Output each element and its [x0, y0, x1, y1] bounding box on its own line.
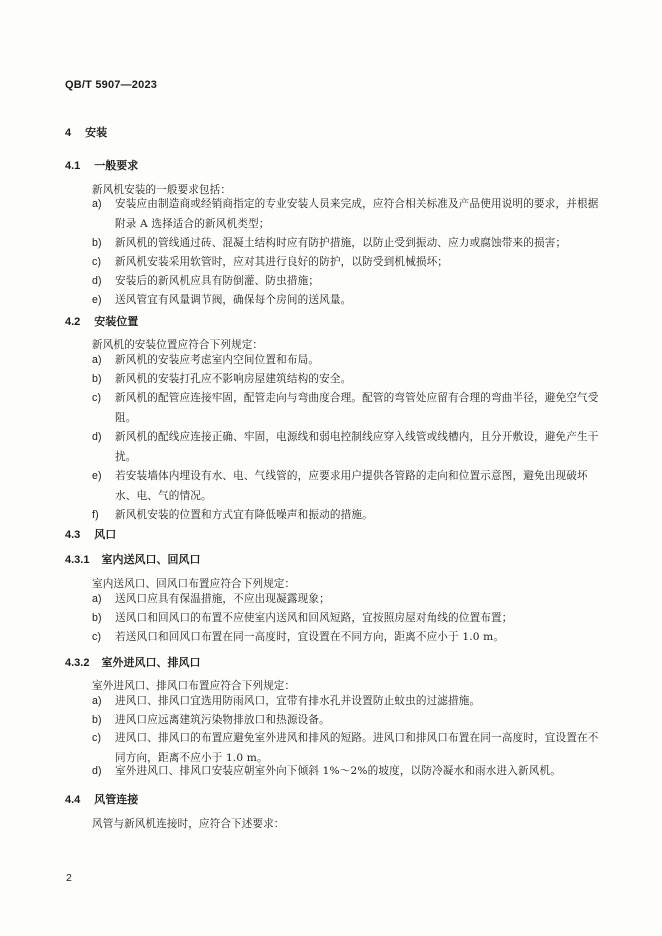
- list-marker: a): [92, 695, 102, 707]
- section-title: 室外进风口、排风口: [101, 657, 201, 669]
- section-4-1-heading: [65, 157, 138, 173]
- section-number: 4: [65, 127, 72, 139]
- list-text: 新风机安装的位置和方式宜有降低噪声和振动的措施。: [115, 509, 373, 521]
- list-marker: f): [92, 509, 99, 521]
- list-text: 新风机的管线通过砖、混凝土结构时应有防护措施，以防止受到振动、应力或腐蚀带来的损害；: [115, 237, 567, 249]
- list-marker: a): [92, 198, 102, 210]
- list-item: [92, 428, 602, 467]
- list-marker: b): [92, 237, 102, 249]
- section-title: 安装: [85, 127, 108, 139]
- list-text: 新风机的配管应连接牢固，配管走向与弯曲度合理。配管的弯管处应留有合理的弯曲半径，避免空气受阻。: [115, 392, 599, 424]
- section-title: 室内送风口、回风口: [101, 554, 201, 566]
- section-4-3-1-heading: [65, 551, 200, 567]
- section-4-3-2-heading: [65, 654, 200, 670]
- list-marker: c): [92, 732, 102, 744]
- list-text: 安装应由制造商或经销商指定的专业安装人员来完成，应符合相关标准及产品使用说明的要求，并根据附录 A 选择适合的新风机类型；: [115, 198, 599, 230]
- list-text: 进风口应远离建筑污染物排放口和热源设备。: [115, 714, 330, 726]
- section-4-3-heading: [65, 526, 116, 542]
- section-number: 4.4: [65, 794, 81, 806]
- section-4-3-1-intro: 室内送风口、回风口布置应符合下列规定：: [92, 578, 296, 590]
- section-number: 4.3.2: [65, 657, 90, 669]
- list-marker: c): [92, 631, 102, 643]
- list-marker: e): [92, 294, 102, 306]
- list-marker: a): [92, 354, 102, 366]
- section-4-2-heading: [65, 313, 138, 329]
- list-item: [92, 195, 602, 234]
- section-title: 一般要求: [94, 160, 139, 172]
- list-item: [92, 351, 602, 371]
- list-item: [92, 692, 602, 712]
- list-item: [92, 272, 602, 292]
- section-number: 4.3.1: [65, 554, 90, 566]
- document-number: QB/T 5907—2023: [65, 79, 158, 91]
- list-text: 安装后的新风机应具有防倒灌、防虫措施；: [115, 275, 320, 287]
- list-marker: b): [92, 612, 102, 624]
- list-text: 送风口应具有保温措施，不应出现凝露现象；: [115, 593, 330, 605]
- list-item: [92, 711, 602, 731]
- list-text: 新风机的安装应考虑室内空间位置和布局。: [115, 354, 320, 366]
- list-marker: a): [92, 593, 102, 605]
- list-marker: c): [92, 392, 102, 404]
- list-text: 送风管宜有风量调节阀，确保每个房间的送风量。: [115, 294, 352, 306]
- list-text: 若送风口和回风口布置在同一高度时，宜设置在不同方向，距离不应小于 1.0 m。: [115, 631, 505, 643]
- list-text: 新风机安装采用软管时，应对其进行良好的防护，以防受到机械损坏；: [115, 256, 449, 268]
- section-4-heading: [65, 124, 107, 140]
- list-marker: d): [92, 765, 102, 777]
- section-title: 安装位置: [94, 316, 139, 328]
- section-title: 风口: [94, 529, 117, 541]
- list-item: [92, 609, 602, 629]
- list-item: [92, 628, 602, 648]
- section-4-4-intro: 风管与新风机连接时，应符合下述要求：: [92, 818, 285, 830]
- list-item: [92, 762, 602, 782]
- section-number: 4.1: [65, 160, 81, 172]
- list-marker: d): [92, 275, 102, 287]
- list-item: [92, 370, 602, 390]
- list-text: 室外进风口、排风口安装应朝室外向下倾斜 1%～2%的坡度，以防冷凝水和雨水进入新风机。: [115, 765, 561, 777]
- section-number: 4.3: [65, 529, 81, 541]
- section-4-1-intro: 新风机安装的一般要求包括：: [92, 184, 232, 196]
- list-item: [92, 389, 602, 428]
- section-4-2-intro: 新风机的安装位置应符合下列规定：: [92, 339, 264, 351]
- section-4-4-heading: [65, 791, 138, 807]
- list-item: [92, 253, 602, 273]
- list-marker: d): [92, 431, 102, 443]
- section-number: 4.2: [65, 316, 81, 328]
- section-title: 风管连接: [94, 794, 139, 806]
- list-text: 送风口和回风口的布置不应使室内送风和回风短路，宜按照房屋对角线的位置布置；: [115, 612, 513, 624]
- list-text: 进风口、排风口的布置应避免室外进风和排风的短路。进风口和排风口布置在同一高度时，宜设置在不同方向，距离不应小于 1.0 m。: [115, 732, 599, 764]
- list-marker: b): [92, 714, 102, 726]
- list-item: [92, 291, 602, 311]
- page-number: 2: [66, 872, 72, 884]
- list-text: 若安装墙体内埋设有水、电、气线管的，应要求用户提供各管路的走向和位置示意图，避免出现破坏水、电、气的情况。: [115, 470, 588, 502]
- list-text: 进风口、排风口宜选用防雨风口，宜带有排水孔并设置防止蚊虫的过滤措施。: [115, 695, 481, 707]
- list-text: 新风机的安装打孔应不影响房屋建筑结构的安全。: [115, 373, 352, 385]
- list-item: [92, 467, 602, 506]
- list-marker: b): [92, 373, 102, 385]
- list-item: [92, 234, 602, 254]
- list-item: [92, 506, 602, 526]
- section-4-3-2-intro: 室外进风口、排风口布置应符合下列规定：: [92, 680, 296, 692]
- list-item: [92, 590, 602, 610]
- list-marker: c): [92, 256, 102, 268]
- list-marker: e): [92, 470, 102, 482]
- list-text: 新风机的配线应连接正确、牢固，电源线和弱电控制线应穿入线管或线槽内，且分开敷设，避免产生干扰。: [115, 431, 599, 463]
